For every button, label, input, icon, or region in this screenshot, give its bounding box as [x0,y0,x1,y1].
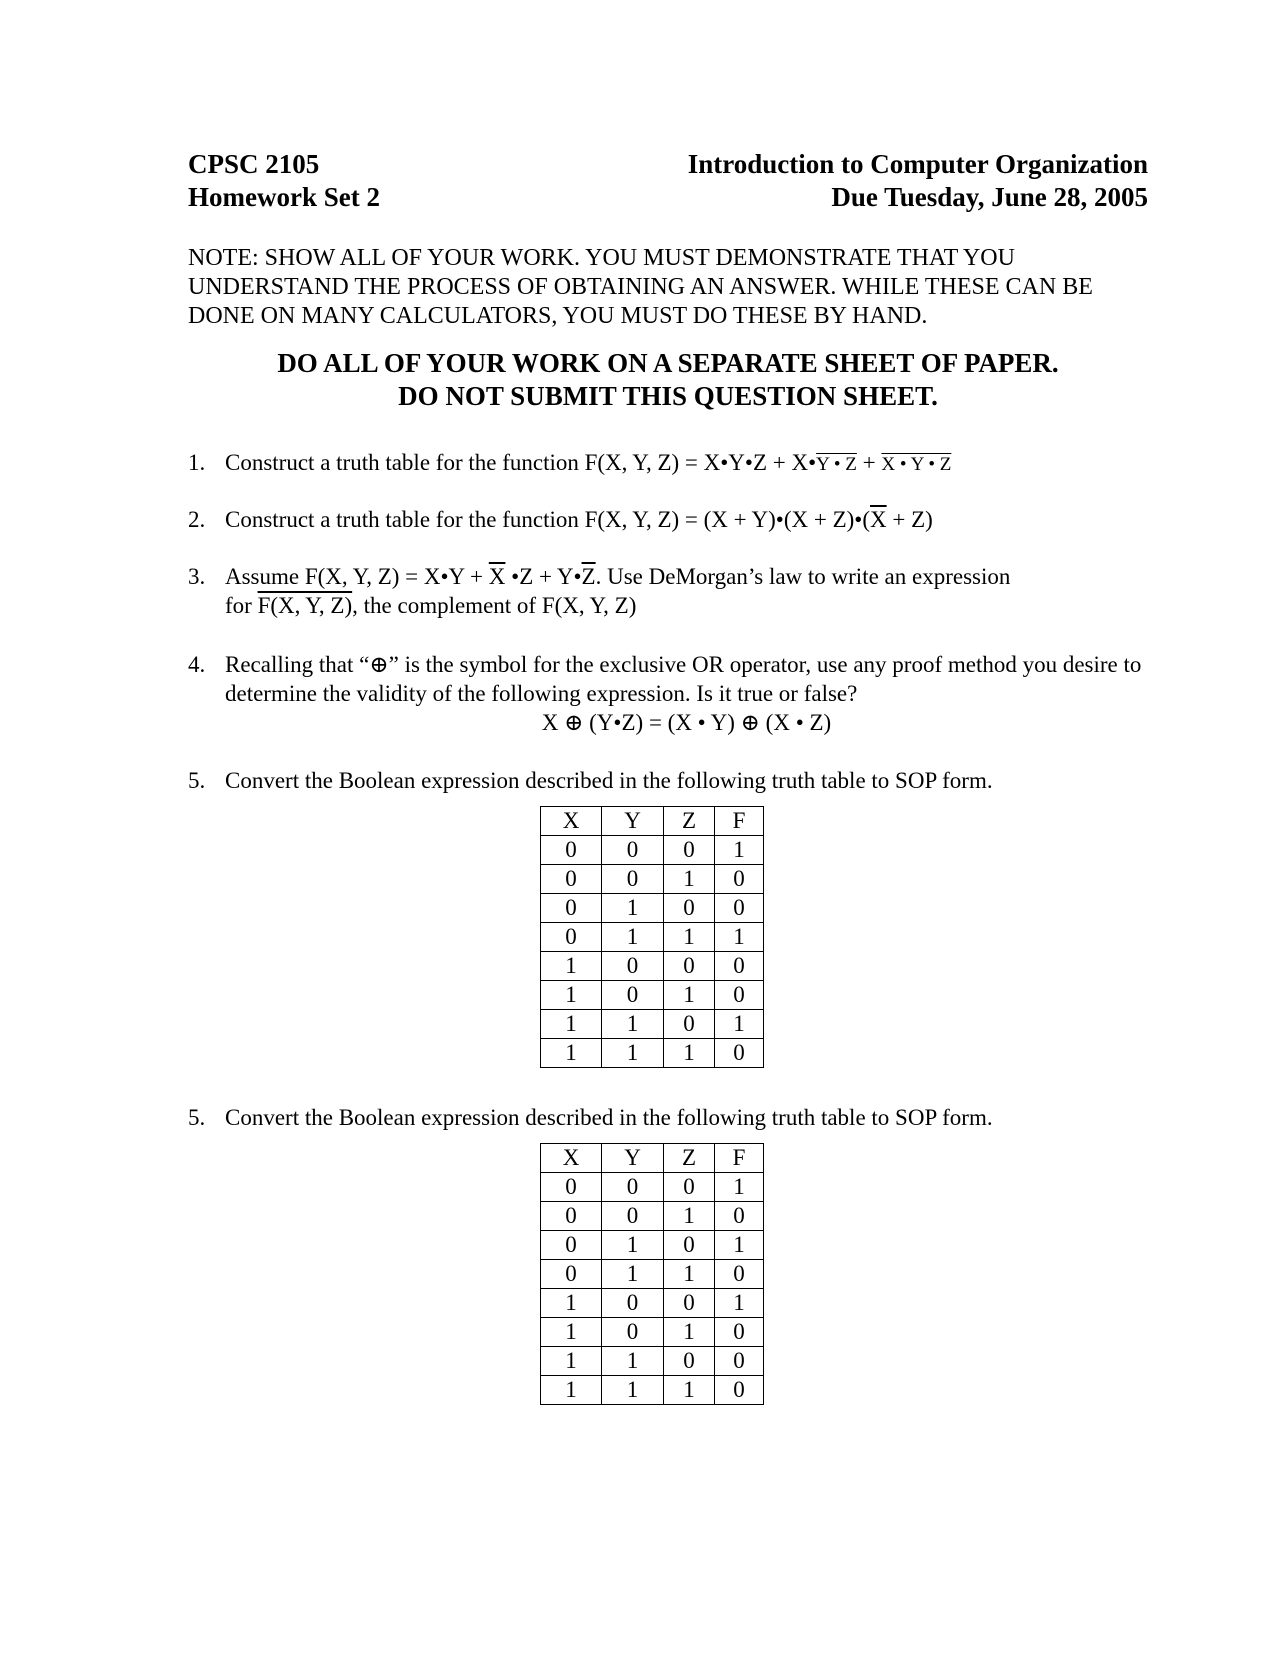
table-cell: 0 [602,981,664,1010]
question-number: 5. [188,768,206,793]
table-cell: 0 [715,865,764,894]
question-tail: . Use DeMorgan’s law to write an expression [595,564,1011,589]
table-row [541,836,764,865]
table-cell: 0 [602,1318,664,1347]
question-text: Convert the Boolean expression described in the following truth table to SOP form. [225,1105,993,1130]
table-row [541,1289,764,1318]
table-cell: 1 [602,1347,664,1376]
banner-line-2: DO NOT SUBMIT THIS QUESTION SHEET. [398,381,938,411]
question-number: 4. [188,652,206,677]
table-cell: 1 [664,865,715,894]
question-5b [188,1103,1148,1132]
banner-line-1: DO ALL OF YOUR WORK ON A SEPARATE SHEET OF PAPER. [277,348,1059,378]
question-5a [188,766,1148,795]
table-row [541,894,764,923]
table-row [541,952,764,981]
question-text: Construct a truth table for the function F(X, Y, Z) = X•Y•Z + X• [225,450,817,475]
overlined-z: $\overline{Z}$ [581,564,596,589]
table-header-row [541,807,764,836]
table-cell: 1 [664,981,715,1010]
table-row [541,1260,764,1289]
table-row [541,923,764,952]
table-cell: 1 [602,1260,664,1289]
plus-sign: + [856,450,882,475]
table-cell: 0 [664,1010,715,1039]
question-mid: •Z + Y• [505,564,582,589]
table-cell: 0 [664,1347,715,1376]
table-header-row [541,1144,764,1173]
question-1 [188,448,1148,479]
course-code: CPSC 2105 [188,149,320,179]
table-cell: 0 [664,836,715,865]
table-cell: 0 [715,981,764,1010]
question-4 [188,650,1148,737]
table-cell: 1 [541,1289,602,1318]
truth-table-1 [540,806,764,1068]
table-cell: 1 [715,1010,764,1039]
table-cell: 0 [715,1376,764,1405]
truth-table-2 [540,1143,764,1405]
table-cell: 1 [602,1231,664,1260]
table-cell: 0 [602,865,664,894]
homework-set: Homework Set 2 [188,182,380,212]
question-number: 5. [188,1105,206,1130]
table-row [541,981,764,1010]
table-cell: 1 [664,1039,715,1068]
question-line2-end: , the complement of F(X, Y, Z) [352,593,637,618]
table-cell: 0 [602,1202,664,1231]
table-cell: 0 [715,952,764,981]
table-cell: 0 [664,952,715,981]
header-cell: Z [664,1144,715,1173]
homework-page [188,148,1148,413]
table-cell: 0 [541,1260,602,1289]
question-line2-start: for [225,593,258,618]
table-row [541,1347,764,1376]
table-cell: 1 [664,1260,715,1289]
table-cell: 0 [602,1173,664,1202]
table-cell: 1 [715,1173,764,1202]
table-cell: 0 [541,865,602,894]
question-tail: + Z) [886,507,933,532]
table-row [541,1010,764,1039]
table-cell: 0 [664,1289,715,1318]
note-paragraph: NOTE: SHOW ALL OF YOUR WORK. YOU MUST DEMONSTRATE THAT YOU UNDERSTAND THE PROCESS OF OBTAINING AN ANSWER. WHILE THESE CAN BE DONE ON MANY CALCULATORS, YOU MUST DO THESE BY HAND. [188,245,1093,329]
table-cell: 1 [541,1347,602,1376]
table-row [541,1318,764,1347]
table-cell: 1 [602,894,664,923]
question-2 [188,505,1148,534]
question-number: 3. [188,564,206,589]
table-cell: 0 [602,836,664,865]
table-cell: 1 [664,1376,715,1405]
table-cell: 1 [715,923,764,952]
table-row [541,1202,764,1231]
question-text: Recalling that “⊕” is the symbol for the exclusive OR operator, use any proof method you desire to determine the validity of the following expression. Is it true or false? [225,652,1142,706]
header-cell: X [541,807,602,836]
table-cell: 1 [715,1231,764,1260]
table-cell: 0 [715,1318,764,1347]
header-row-1 [188,148,1148,181]
instruction-banner [188,347,1148,413]
table-row [541,1173,764,1202]
table-row [541,865,764,894]
table-cell: 0 [602,1289,664,1318]
question-text: Assume F(X, Y, Z) = X•Y + [225,564,489,589]
question-number: 2. [188,507,206,532]
table-cell: 0 [541,1202,602,1231]
table-cell: 0 [541,894,602,923]
table-cell: 1 [541,981,602,1010]
table-cell: 1 [664,1202,715,1231]
overlined-function: F(X, Y, Z) [257,593,353,618]
table-cell: 1 [715,1289,764,1318]
overlined-x: $\overline{X}$ [870,507,887,532]
question-text: Convert the Boolean expression described in the following truth table to SOP form. [225,768,993,793]
table-cell: 1 [715,836,764,865]
header-cell: F [715,807,764,836]
table-row [541,1231,764,1260]
table-cell: 1 [602,1376,664,1405]
table-cell: 0 [602,952,664,981]
table-cell: 0 [664,1231,715,1260]
table-cell: 1 [602,1039,664,1068]
table-cell: 0 [664,894,715,923]
header-cell: Y [602,1144,664,1173]
table-cell: 1 [664,923,715,952]
table-cell: 1 [541,1039,602,1068]
table-cell: 1 [664,1318,715,1347]
table-cell: 0 [541,1173,602,1202]
table-cell: 0 [541,836,602,865]
xor-expression: X ⊕ (Y•Z) = (X • Y) ⊕ (X • Z) [541,710,832,735]
question-number: 1. [188,450,206,475]
table-cell: 1 [602,923,664,952]
table-cell: 0 [664,1173,715,1202]
course-title: Introduction to Computer Organization [687,149,1148,179]
table-cell: 0 [715,1260,764,1289]
table-cell: 1 [602,1010,664,1039]
overlined-x: $\overline{X}$ [488,564,506,589]
table-cell: 1 [541,1376,602,1405]
header-cell: Z [664,807,715,836]
table-cell: 1 [541,1010,602,1039]
table-cell: 0 [541,923,602,952]
overlined-term-2: X • Y • Z [881,454,952,475]
table-cell: 0 [715,1347,764,1376]
table-cell: 0 [715,894,764,923]
table-cell: 1 [541,1318,602,1347]
header-cell: X [541,1144,602,1173]
table-cell: 0 [541,1231,602,1260]
header-cell: F [715,1144,764,1173]
header-cell: Y [602,807,664,836]
question-3 [188,562,1148,620]
table-row [541,1039,764,1068]
overlined-term-1: Y • Z [816,454,857,475]
question-text: Construct a truth table for the function F(X, Y, Z) = (X + Y)•(X + Z)•( [225,507,870,532]
header-row-2 [188,181,1148,214]
table-cell: 1 [541,952,602,981]
table-cell: 0 [715,1039,764,1068]
table-row [541,1376,764,1405]
due-date: Due Tuesday, June 28, 2005 [831,182,1148,212]
table-cell: 0 [715,1202,764,1231]
